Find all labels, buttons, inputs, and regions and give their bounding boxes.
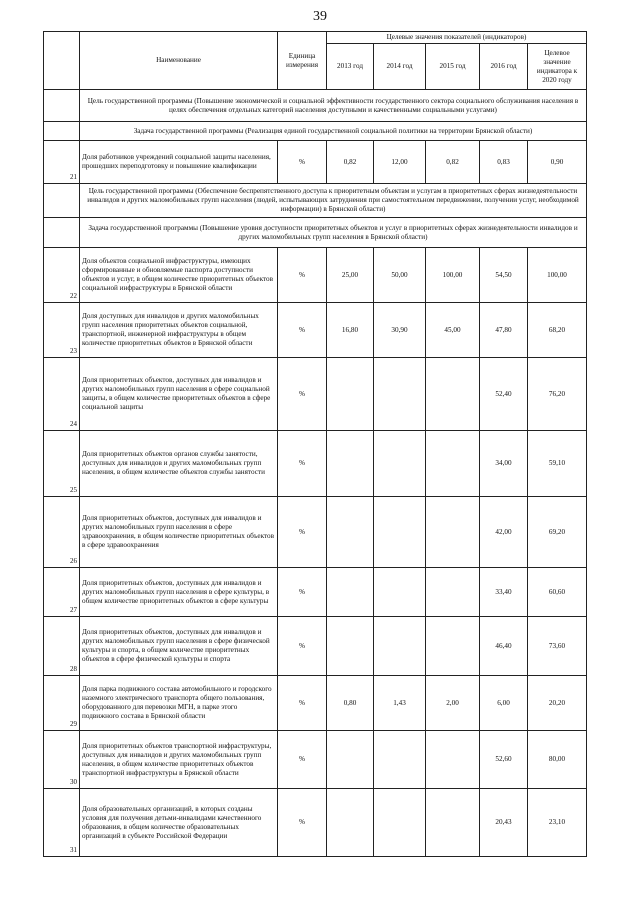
row-value xyxy=(327,568,374,617)
row-value: 0,83 xyxy=(480,141,528,184)
row-number: 21 xyxy=(44,141,80,184)
row-unit: % xyxy=(278,676,327,731)
row-value xyxy=(426,617,480,676)
row-value: 23,10 xyxy=(528,789,587,857)
row-value: 100,00 xyxy=(528,248,587,303)
blank-cell xyxy=(44,184,80,218)
table-row xyxy=(44,568,587,617)
row-name: Доля приоритетных объектов органов службы занятости, доступных для инвалидов и других маломобильных групп населения, в общем количестве объектов службы занятости xyxy=(80,431,278,497)
table-row xyxy=(44,141,587,184)
row-name: Доля парка подвижного состава автомобильного и городского наземного электрического транспорта общего пользования, оборудованного для перевозки МГН, в парке этого подвижного состава в Брянской области xyxy=(80,676,278,731)
row-value xyxy=(426,789,480,857)
row-number: 31 xyxy=(44,789,80,857)
section-task: Задача государственной программы (Повышение уровня доступности приоритетных объектов и услуг в приоритетных сферах жизнедеятельности инвалидов и других маломобильных групп населения в Брянской области) xyxy=(80,218,587,248)
row-number: 25 xyxy=(44,431,80,497)
row-value xyxy=(374,358,426,431)
row-value xyxy=(327,731,374,789)
row-name: Доля доступных для инвалидов и других маломобильных групп населения приоритетных объектов социальной, транспортной, инженерной инфраструктуры в общем количестве приоритетных объектов в Брянской области xyxy=(80,303,278,358)
row-value: 20,43 xyxy=(480,789,528,857)
row-name: Доля объектов социальной инфраструктуры, имеющих сформированные и обновляемые паспорта доступности объектов и услуг, в общем количестве приоритетных объектов социальной инфраструктуры в Брянской области xyxy=(80,248,278,303)
row-value xyxy=(374,731,426,789)
table-row xyxy=(44,789,587,857)
row-name: Доля образовательных организаций, в которых созданы условия для получения детьми-инвалидами качественного образования, в общем количестве образовательных организаций в субъекте Российской Федерации xyxy=(80,789,278,857)
blank-cell xyxy=(44,122,80,141)
row-value: 100,00 xyxy=(426,248,480,303)
page-number: 39 xyxy=(313,9,327,24)
table-row xyxy=(44,676,587,731)
row-value: 45,00 xyxy=(426,303,480,358)
row-value: 12,00 xyxy=(374,141,426,184)
row-value xyxy=(374,431,426,497)
row-value xyxy=(327,789,374,857)
row-value: 1,43 xyxy=(374,676,426,731)
row-number: 27 xyxy=(44,568,80,617)
header-year: 2013 год xyxy=(327,44,374,90)
row-value: 34,00 xyxy=(480,431,528,497)
row-name: Доля работников учреждений социальной защиты населения, прошедших переподготовку и повышение квалификации xyxy=(80,141,278,184)
row-value: 6,00 xyxy=(480,676,528,731)
row-unit: % xyxy=(278,789,327,857)
row-number: 26 xyxy=(44,497,80,568)
row-unit: % xyxy=(278,431,327,497)
row-value: 52,60 xyxy=(480,731,528,789)
row-value: 25,00 xyxy=(327,248,374,303)
table-row xyxy=(44,303,587,358)
row-unit: % xyxy=(278,617,327,676)
row-value: 68,20 xyxy=(528,303,587,358)
header-number-cell xyxy=(44,32,80,90)
row-name: Доля приоритетных объектов, доступных для инвалидов и других маломобильных групп населения в сфере физической культуры и спорта, в общем количестве приоритетных объектов в сфере физической культуры и спорта xyxy=(80,617,278,676)
row-number: 22 xyxy=(44,248,80,303)
row-value: 69,20 xyxy=(528,497,587,568)
row-name: Доля приоритетных объектов, доступных для инвалидов и других маломобильных групп населения в сфере социальной защиты, в общем количестве приоритетных объектов в сфере социальной защиты xyxy=(80,358,278,431)
section-task: Задача государственной программы (Реализация единой государственной социальной политики на территории Брянской области) xyxy=(80,122,587,141)
row-unit: % xyxy=(278,358,327,431)
row-value xyxy=(426,431,480,497)
row-value: 0,90 xyxy=(528,141,587,184)
row-unit: % xyxy=(278,568,327,617)
row-value: 30,90 xyxy=(374,303,426,358)
row-value: 50,00 xyxy=(374,248,426,303)
row-value xyxy=(426,568,480,617)
row-value xyxy=(374,497,426,568)
row-value: 0,82 xyxy=(327,141,374,184)
row-number: 28 xyxy=(44,617,80,676)
row-value: 0,82 xyxy=(426,141,480,184)
row-value xyxy=(426,497,480,568)
row-value: 33,40 xyxy=(480,568,528,617)
row-value: 42,00 xyxy=(480,497,528,568)
row-name: Доля приоритетных объектов, доступных для инвалидов и других маломобильных групп населения в сфере здравоохранения, в общем количестве приоритетных объектов в сфере здравоохранения xyxy=(80,497,278,568)
row-unit: % xyxy=(278,303,327,358)
row-unit: % xyxy=(278,141,327,184)
header-name: Наименование xyxy=(80,32,278,90)
row-unit: % xyxy=(278,248,327,303)
row-value xyxy=(327,431,374,497)
table-row xyxy=(44,248,587,303)
row-value: 2,00 xyxy=(426,676,480,731)
section-goal: Цель государственной программы (Повышение экономической и социальной эффективности государственного сектора социального обслуживания населения в целях обеспечения отдельных категорий населения доступными и качественными социальными услугами) xyxy=(80,90,587,122)
row-value xyxy=(374,789,426,857)
row-value xyxy=(327,497,374,568)
row-value: 16,80 xyxy=(327,303,374,358)
row-value xyxy=(327,358,374,431)
row-value: 52,40 xyxy=(480,358,528,431)
row-value: 0,80 xyxy=(327,676,374,731)
row-name: Доля приоритетных объектов, доступных для инвалидов и других маломобильных групп населения в сфере культуры, в общем количестве приоритетных объектов в сфере культуры xyxy=(80,568,278,617)
row-value xyxy=(327,617,374,676)
table-row xyxy=(44,731,587,789)
row-value: 73,60 xyxy=(528,617,587,676)
row-value xyxy=(374,568,426,617)
header-year: 2014 год xyxy=(374,44,426,90)
row-value: 60,60 xyxy=(528,568,587,617)
row-value: 80,00 xyxy=(528,731,587,789)
row-value xyxy=(426,731,480,789)
row-unit: % xyxy=(278,497,327,568)
row-number: 29 xyxy=(44,676,80,731)
table-row xyxy=(44,358,587,431)
row-value xyxy=(426,358,480,431)
table-row xyxy=(44,431,587,497)
row-number: 24 xyxy=(44,358,80,431)
row-number: 30 xyxy=(44,731,80,789)
row-value: 20,20 xyxy=(528,676,587,731)
row-unit: % xyxy=(278,731,327,789)
row-name: Доля приоритетных объектов транспортной инфраструктуры, доступных для инвалидов и других маломобильных групп населения, в общем количестве приоритетных объектов транспортной инфраструктуры в Брянской области xyxy=(80,731,278,789)
header-year: 2015 год xyxy=(426,44,480,90)
row-value: 59,10 xyxy=(528,431,587,497)
row-value: 46,40 xyxy=(480,617,528,676)
header-unit: Единица измерения xyxy=(278,32,327,90)
blank-cell xyxy=(44,218,80,248)
section-goal: Цель государственной программы (Обеспечение беспрепятственного доступа к приоритетным объектам и услугам в приоритетных сферах жизнедеятельности инвалидов и других маломобильных групп населения (людей, испытывающих затруднения при самостоятельном передвижении, получении услуг, необходимой информации) в Брянской области) xyxy=(80,184,587,218)
table-row xyxy=(44,617,587,676)
header-target-2020: Целевое значение индикатора к 2020 году xyxy=(528,44,587,90)
blank-cell xyxy=(44,90,80,122)
header-targets: Целевые значения показателей (индикаторов) xyxy=(327,32,587,44)
row-value: 76,20 xyxy=(528,358,587,431)
indicators-table xyxy=(43,31,587,857)
header-year: 2016 год xyxy=(480,44,528,90)
row-value: 47,80 xyxy=(480,303,528,358)
row-number: 23 xyxy=(44,303,80,358)
table-row xyxy=(44,497,587,568)
row-value: 54,50 xyxy=(480,248,528,303)
row-value xyxy=(374,617,426,676)
